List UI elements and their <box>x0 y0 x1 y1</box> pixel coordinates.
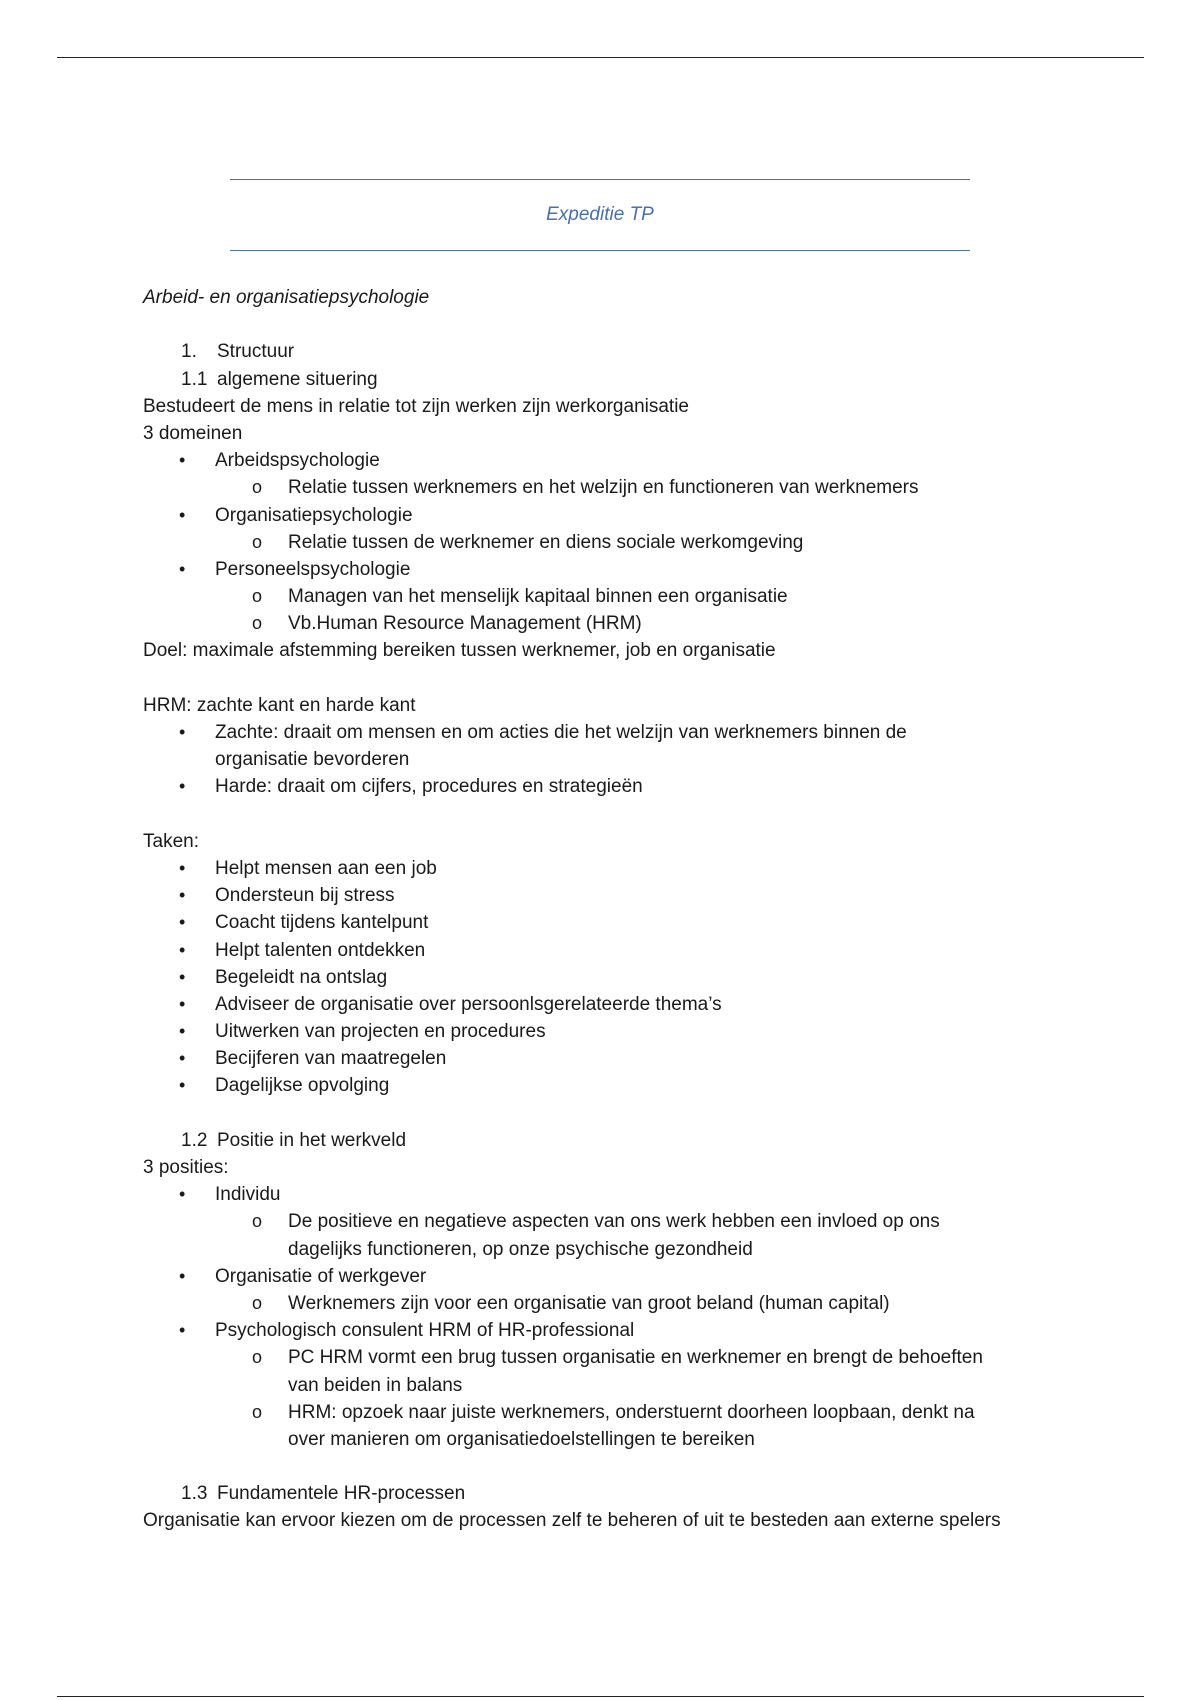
heading-number: 1.1 <box>181 368 208 390</box>
bullet-marker: • <box>179 857 186 878</box>
sub-bullet-marker: o <box>252 586 263 607</box>
sub-list-item <box>143 1344 1103 1371</box>
sub-bullet-marker: o <box>252 477 263 498</box>
bullet-marker: • <box>179 1320 186 1341</box>
list-item <box>143 1263 1103 1290</box>
list-item-text: Ondersteun bij stress <box>215 885 395 907</box>
list-item <box>143 909 1103 936</box>
paragraph: Taken: <box>143 830 199 852</box>
sub-bullet-marker: o <box>252 1347 263 1368</box>
heading-text: Positie in het werkveld <box>217 1129 407 1151</box>
sub-list-item-continuation <box>143 1426 1103 1453</box>
list-item-text: Helpt talenten ontdekken <box>215 939 426 961</box>
list-item-text: Organisatie of werkgever <box>215 1265 427 1287</box>
footer-rule <box>57 1696 1144 1697</box>
list-item <box>143 1317 1103 1344</box>
bullet-marker: • <box>179 885 186 906</box>
header-rule <box>57 57 1144 58</box>
sub-list-item <box>143 529 1103 556</box>
bullet-marker: • <box>179 722 186 742</box>
list-item-text: Organisatiepsychologie <box>215 504 413 526</box>
heading-1-2 <box>181 1127 1103 1154</box>
paragraph: 3 domeinen <box>143 422 243 444</box>
list-item-text: Dagelijkse opvolging <box>215 1075 390 1097</box>
list-item-text: Relatie tussen de werknemer en diens sociale werkomgeving <box>288 531 804 553</box>
bullet-marker: • <box>179 1075 186 1096</box>
list-item-text: Zachte: draait om mensen en om acties die het welzijn van werknemers binnen de <box>215 722 907 743</box>
list-item-text: Vb.Human Resource Management (HRM) <box>288 613 642 635</box>
heading-number: 1. <box>181 341 197 363</box>
list-item-text: Werknemers zijn voor een organisatie van groot beland (human capital) <box>288 1292 890 1314</box>
heading-number: 1.3 <box>181 1483 208 1505</box>
bullet-marker: • <box>179 993 186 1014</box>
list-item <box>143 447 1103 474</box>
bullet-marker: • <box>179 558 186 579</box>
sub-list-item <box>143 474 1103 501</box>
list-item-text: Personeelspsychologie <box>215 558 411 580</box>
list-item <box>143 1181 1103 1208</box>
document-title: Expeditie TP <box>546 204 654 225</box>
list-item <box>143 937 1103 964</box>
list-item-text: De positieve en negatieve aspecten van ons werk hebben een invloed op ons <box>288 1211 940 1233</box>
list-item-text: Begeleidt na ontslag <box>215 966 388 988</box>
bullet-marker: • <box>179 776 186 797</box>
list-item-text: organisatie bevorderen <box>215 749 410 771</box>
document-body <box>143 284 1103 1535</box>
list-item-text: Coacht tijdens kantelpunt <box>215 912 429 934</box>
sub-bullet-marker: o <box>252 613 263 634</box>
list-item-text: Uitwerken van projecten en procedures <box>215 1021 546 1043</box>
paragraph: Bestudeert de mens in relatie tot zijn werken zijn werkorganisatie <box>143 395 689 417</box>
bullet-marker: • <box>179 1265 186 1286</box>
list-item-text: Arbeidspsychologie <box>215 450 380 472</box>
list-item-text: HRM: opzoek naar juiste werknemers, onderstuernt doorheen loopbaan, denkt na <box>288 1401 975 1423</box>
paragraph: HRM: zachte kant en harde kant <box>143 694 416 716</box>
list-item-text: Individu <box>215 1184 281 1206</box>
bullet-marker: • <box>179 1184 186 1205</box>
list-item <box>143 991 1103 1018</box>
list-item <box>143 1018 1103 1045</box>
list-item <box>143 1045 1103 1072</box>
list-item-text: Relatie tussen werknemers en het welzijn en functioneren van werknemers <box>288 477 919 499</box>
heading-1-3 <box>181 1480 1103 1507</box>
sub-bullet-marker: o <box>252 1401 263 1422</box>
sub-list-item <box>143 1290 1103 1317</box>
bullet-marker: • <box>179 504 186 525</box>
paragraph: 3 posities: <box>143 1157 229 1178</box>
sub-list-item <box>143 1399 1103 1426</box>
list-item-text: van beiden in balans <box>288 1374 463 1396</box>
list-item-continuation <box>143 746 1103 773</box>
list-item <box>143 964 1103 991</box>
list-item-text: Harde: draait om cijfers, procedures en strategieën <box>215 776 643 798</box>
sub-list-item-continuation <box>143 1236 1103 1263</box>
heading-1 <box>181 338 1103 365</box>
heading-1-1 <box>181 366 1103 393</box>
sub-list-item-continuation <box>143 1372 1103 1399</box>
sub-bullet-marker: o <box>252 531 263 552</box>
heading-number: 1.2 <box>181 1129 208 1151</box>
list-item-text: Becijferen van maatregelen <box>215 1048 447 1070</box>
list-item-text: over manieren om organisatiedoelstellingen te bereiken <box>288 1428 755 1450</box>
list-item-text: Adviseer de organisatie over persoonlsgerelateerde thema’s <box>215 993 722 1015</box>
sub-list-item <box>143 1208 1103 1235</box>
bullet-marker: • <box>179 966 186 987</box>
bullet-marker: • <box>179 1048 186 1069</box>
list-item-text: PC HRM vormt een brug tussen organisatie en werknemer en brengt de behoeften <box>288 1347 983 1369</box>
heading-text: Structuur <box>217 341 295 363</box>
bullet-marker: • <box>179 450 186 471</box>
sub-list-item <box>143 610 1103 637</box>
list-item <box>143 773 1103 800</box>
sub-list-item <box>143 583 1103 610</box>
list-item-text: Managen van het menselijk kapitaal binnen een organisatie <box>288 586 788 608</box>
bullet-marker: • <box>179 1021 186 1042</box>
bullet-marker: • <box>179 939 186 960</box>
sub-bullet-marker: o <box>252 1292 263 1313</box>
list-item-text: Helpt mensen aan een job <box>215 857 437 879</box>
title-rule-bottom <box>230 250 970 251</box>
bullet-marker: • <box>179 912 186 933</box>
list-item <box>143 882 1103 909</box>
title-block <box>230 179 970 251</box>
paragraph: Doel: maximale afstemming bereiken tussen werknemer, job en organisatie <box>143 640 776 662</box>
heading-text: Fundamentele HR-processen <box>217 1483 466 1505</box>
list-item-text: dagelijks functioneren, op onze psychische gezondheid <box>288 1238 753 1260</box>
sub-bullet-marker: o <box>252 1211 263 1232</box>
document-subtitle: Arbeid- en organisatiepsychologie <box>143 287 430 308</box>
list-item <box>143 719 1103 746</box>
list-item <box>143 556 1103 583</box>
list-item-text: Psychologisch consulent HRM of HR-professional <box>215 1320 635 1342</box>
list-item <box>143 1072 1103 1099</box>
list-item <box>143 855 1103 882</box>
list-item <box>143 502 1103 529</box>
heading-text: algemene situering <box>217 368 378 390</box>
paragraph: Organisatie kan ervoor kiezen om de processen zelf te beheren of uit te besteden aan externe spelers <box>143 1510 1001 1532</box>
